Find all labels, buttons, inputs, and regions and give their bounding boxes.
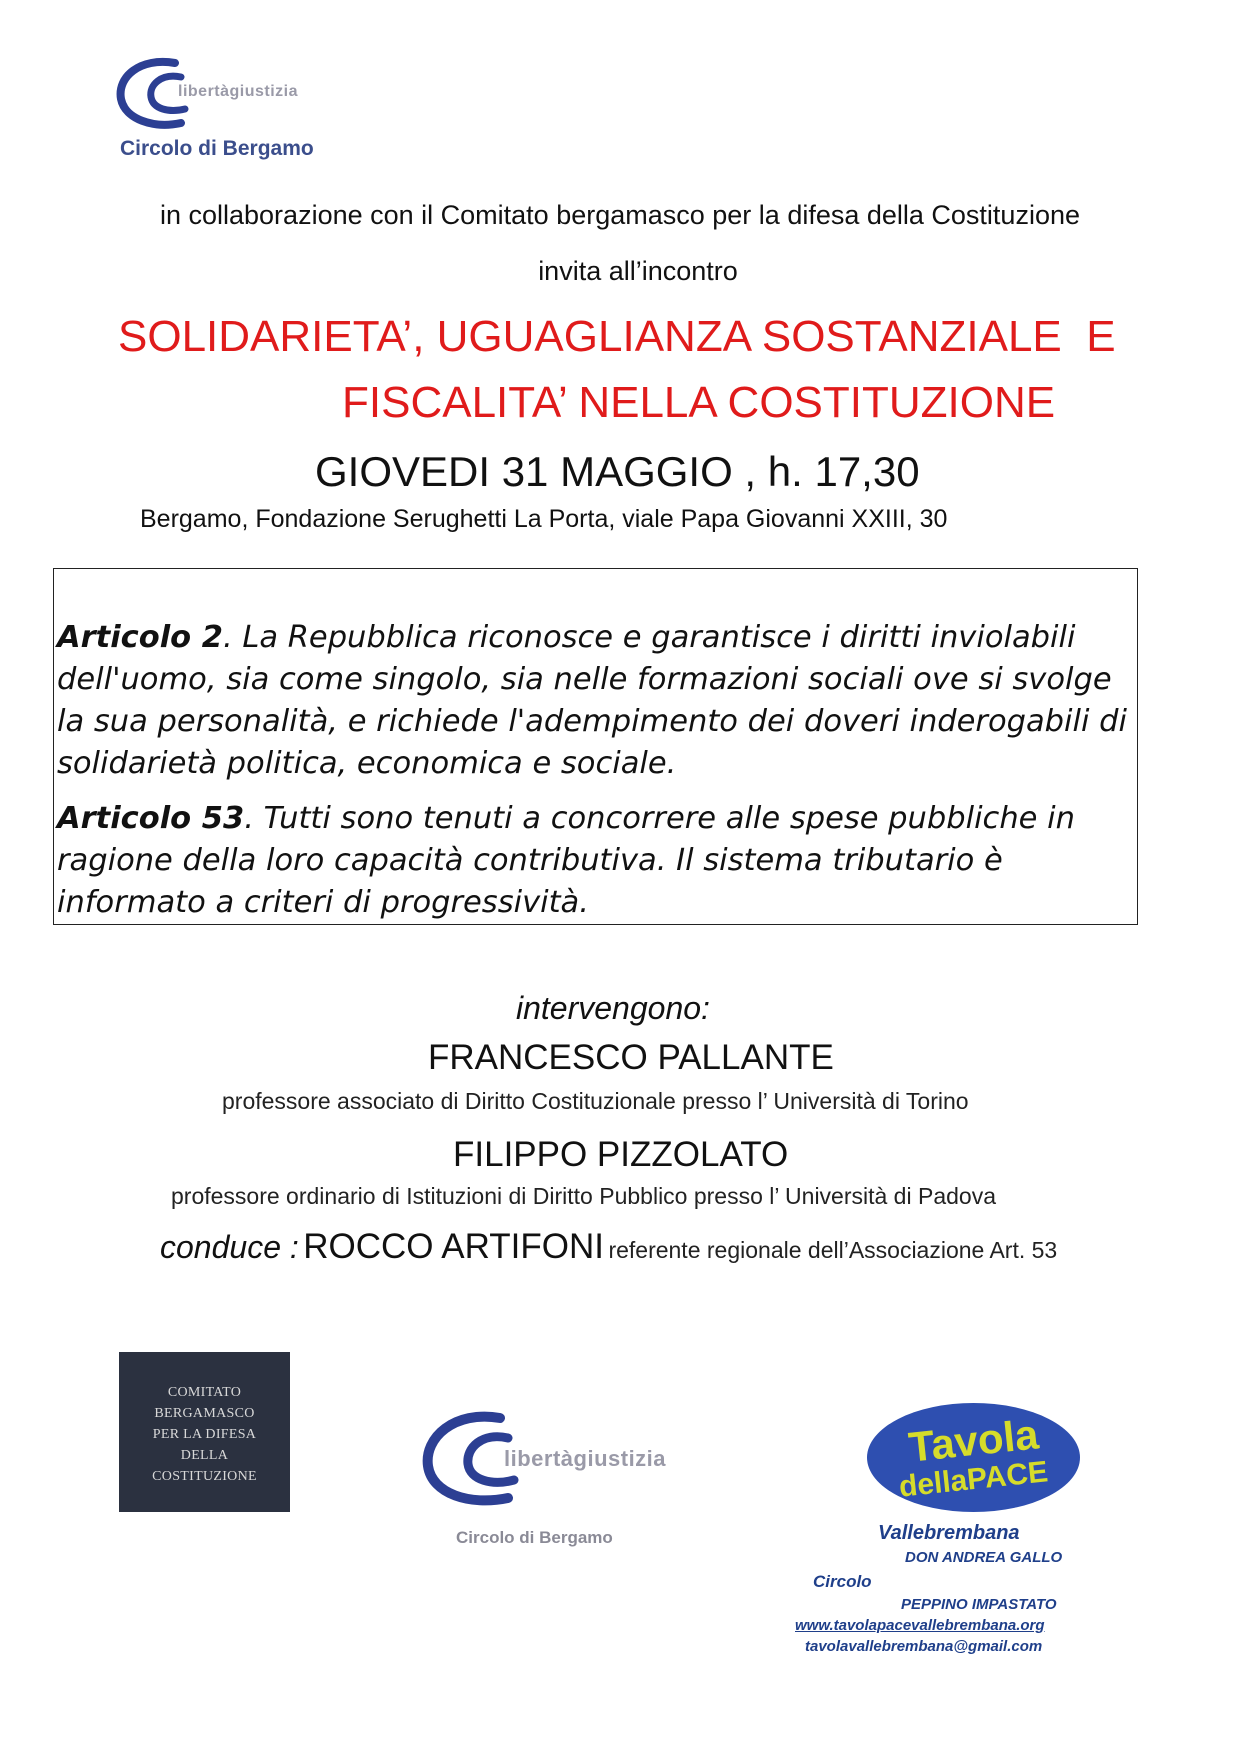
moderator-line xyxy=(160,1227,1057,1267)
tavola-pace-logo xyxy=(867,1403,1080,1512)
footer-lg-logo xyxy=(420,1408,720,1518)
speakers-heading: intervengono: xyxy=(516,990,710,1026)
speaker-2-name: FILIPPO PIZZOLATO xyxy=(453,1135,789,1174)
event-venue: Bergamo, Fondazione Serughetti La Porta, viale Papa Giovanni XXIII, 30 xyxy=(140,505,948,533)
speaker-1-name: FRANCESCO PALLANTE xyxy=(428,1038,834,1077)
invite-text: invita all’incontro xyxy=(538,256,738,286)
footer-lg-brand: libertàgiustizia xyxy=(504,1446,667,1471)
event-date: GIOVEDI 31 MAGGIO , h. 17,30 xyxy=(315,448,920,495)
comitato-logo xyxy=(119,1352,290,1512)
title-line-1: SOLIDARIETA’, UGUAGLIANZA SOSTANZIALE E xyxy=(118,312,1116,361)
tavola-word-2: dellaPACE xyxy=(897,1455,1050,1504)
article-53 xyxy=(57,798,1137,924)
title-line-2: FISCALITA’ NELLA COSTITUZIONE xyxy=(342,378,1056,427)
comitato-line: COMITATO xyxy=(167,1385,242,1400)
tavola-word-1: Tavola xyxy=(906,1410,1041,1471)
article-2-text: . La Repubblica riconosce e garantisce i diritti inviolabili dell'uomo, sia come singolo, sia nelle formazioni sociali ove si svolge la sua personalità, e richiede l'adempimento dei doveri inderogabili di solidarietà politica, economica e sociale. xyxy=(57,620,1127,781)
tavola-name-2: PEPPINO IMPASTATO xyxy=(901,1596,1057,1613)
comitato-logo-text xyxy=(119,1382,290,1487)
speaker-2-role: professore ordinario di Istituzioni di Diritto Pubblico presso l’ Università di Padova xyxy=(171,1183,996,1209)
article-2 xyxy=(57,617,1137,785)
tavola-website-link[interactable]: www.tavolapacevallebrembana.org xyxy=(795,1617,1045,1634)
comitato-line: PER LA DIFESA xyxy=(152,1427,257,1442)
moderator-name: ROCCO ARTIFONI xyxy=(303,1227,604,1266)
footer-circolo-label: Circolo di Bergamo xyxy=(456,1528,613,1547)
moderator-role: referente regionale dell’Associazione Art. 53 xyxy=(608,1237,1058,1263)
comitato-line: COSTITUZIONE xyxy=(152,1469,257,1484)
tavola-place: Vallebrembana xyxy=(878,1522,1020,1544)
tavola-email: tavolavallebrembana@gmail.com xyxy=(805,1638,1043,1655)
lg-brand-text: libertàgiustizia xyxy=(178,83,299,100)
article-53-text: . Tutti sono tenuti a concorrere alle spese pubbliche in ragione della loro capacità contributiva. Il sistema tributario è informato a criteri di progressività. xyxy=(57,801,1075,920)
speaker-1-role: professore associato di Diritto Costituzionale presso l’ Università di Torino xyxy=(222,1088,969,1114)
liberta-giustizia-logo xyxy=(115,55,345,135)
article-53-label: Articolo 53 xyxy=(57,801,245,836)
article-2-label: Articolo 2 xyxy=(57,620,223,655)
tavola-circolo: Circolo xyxy=(813,1572,872,1591)
comitato-line: BERGAMASCO xyxy=(154,1406,255,1421)
collaboration-text: in collaborazione con il Comitato bergamasco per la difesa della Costituzione xyxy=(159,200,1080,230)
circolo-label: Circolo di Bergamo xyxy=(120,137,314,160)
tavola-name-1: DON ANDREA GALLO xyxy=(905,1549,1063,1566)
moderator-label: conduce : xyxy=(160,1229,299,1265)
comitato-line: DELLA xyxy=(180,1448,229,1463)
